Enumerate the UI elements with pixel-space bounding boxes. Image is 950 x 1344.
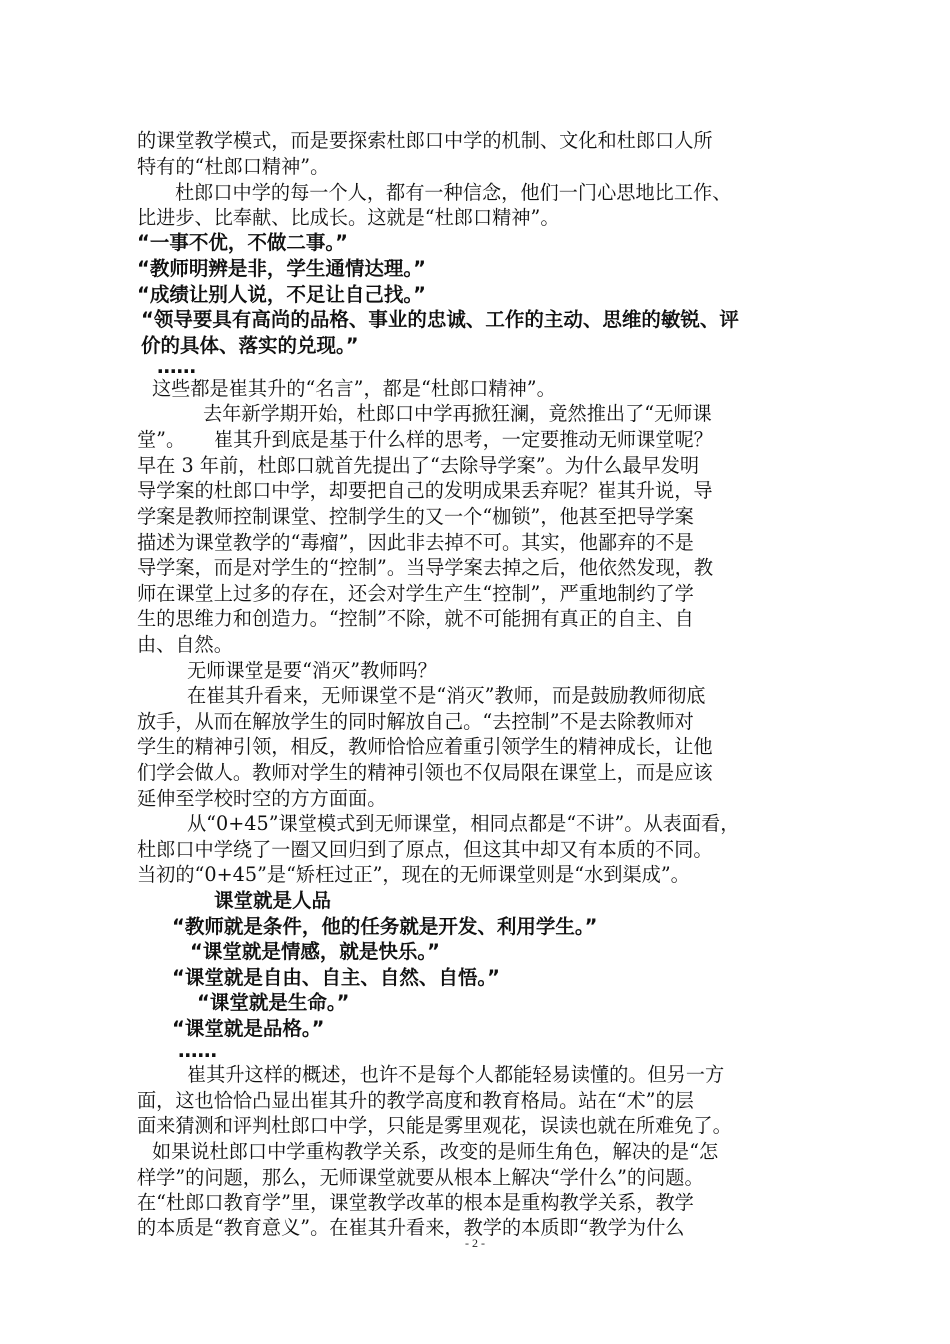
- text-line: 如果说杜郎口中学重构教学关系，改变的是师生角色，解决的是“怎: [152, 1140, 719, 1163]
- section-heading: 课堂就是人品: [214, 889, 332, 912]
- text-line: 崔其升这样的概述，也许不是每个人都能轻易读懂的。但另一方: [187, 1063, 725, 1086]
- quote-line: “课堂就是品格。”: [172, 1017, 325, 1040]
- text-line: 比进步、比奉献、比成长。这就是“杜郎口精神”。: [137, 206, 560, 229]
- quote-line: “课堂就是自由、自主、自然、自悟。”: [172, 966, 500, 989]
- page-number: - 2 -: [465, 1236, 485, 1250]
- text-line: 学生的精神引领，相反，教师恰恰应着重引领学生的精神成长，让他: [137, 735, 713, 758]
- text-line: 面来猜测和评判杜郎口中学，只能是雾里观花，误读也就在所难免了。: [137, 1114, 732, 1137]
- text-line: 面，这也恰恰凸显出崔其升的教学高度和教育格局。站在“术”的层: [137, 1089, 694, 1112]
- quote-line: “教师就是条件，他的任务就是开发、利用学生。”: [172, 915, 598, 938]
- text-line: 去年新学期开始，杜郎口中学再掀狂澜，竟然推出了“无师课: [203, 402, 712, 425]
- text-line: 放手，从而在解放学生的同时解放自己。“去控制”不是去除教师对: [137, 710, 694, 733]
- text-line: 学案是教师控制课堂、控制学生的又一个“枷锁”，他甚至把导学案: [137, 505, 694, 528]
- text-line: 杜郎口中学绕了一圈又回归到了原点，但这其中却又有本质的不同。: [137, 838, 713, 861]
- quote-line: “一事不优，不做二事。”: [137, 231, 348, 254]
- text-line: 延伸至学校时空的方方面面。: [137, 787, 387, 810]
- text-line: 们学会做人。教师对学生的精神引领也不仅局限在课堂上，而是应该: [137, 761, 713, 784]
- text-line: 导学案的杜郎口中学，却要把自己的发明成果丢弃呢？崔其升说，导: [137, 479, 713, 502]
- ellipsis-line: ……: [157, 355, 196, 378]
- quote-line: “教师明辨是非，学生通情达理。”: [137, 257, 426, 280]
- text-line: 的课堂教学模式，而是要探索杜郎口中学的机制、文化和杜郎口人所: [137, 129, 713, 152]
- quote-line: “领导要具有高尚的品格、事业的忠诚、工作的主动、思维的敏锐、评: [141, 308, 739, 331]
- text-line: 早在 3 年前，杜郎口就首先提出了“去除导学案”。为什么最早发明: [137, 454, 700, 477]
- text-line: 无师课堂是要“消灭”教师吗？: [187, 659, 437, 682]
- quote-line: “课堂就是情感，就是快乐。”: [190, 940, 440, 963]
- text-line: 样学”的问题，那么，无师课堂就要从根本上解决“学什么”的问题。: [137, 1166, 704, 1189]
- text-line: 在“杜郎口教育学”里，课堂教学改革的根本是重构教学关系，教学: [137, 1191, 694, 1214]
- text-line: 杜郎口中学的每一个人，都有一种信念，他们一门心思地比工作、: [175, 181, 732, 204]
- text-line: 堂”。 崔其升到底是基于什么样的思考，一定要推动无师课堂呢？: [137, 428, 713, 451]
- text-line: 的本质是“教育意义”。在崔其升看来，教学的本质即“教学为什么: [137, 1216, 685, 1239]
- text-line: 描述为课堂教学的“毒瘤”，因此非去掉不可。其实，他鄙弃的不是: [137, 531, 694, 554]
- text-line: 导学案，而是对学生的“控制”。当导学案去掉之后，他依然发现，教: [137, 556, 714, 579]
- text-line: 从“0+45”课堂模式到无师课堂，相同点都是“不讲”。从表面看，: [187, 812, 740, 835]
- text-line: 生的思维力和创造力。“控制”不除，就不可能拥有真正的自主、自: [137, 607, 694, 630]
- quote-line: “成绩让别人说，不足让自己找。”: [137, 283, 426, 306]
- text-line: 师在课堂上过多的存在，还会对学生产生“控制”，严重地制约了学: [137, 582, 694, 605]
- text-line: 由、自然。: [137, 633, 233, 656]
- text-line: 当初的“0+45”是“矫枉过正”，现在的无师课堂则是“水到渠成”。: [137, 863, 690, 886]
- quote-line: 价的具体、落实的兑现。”: [141, 334, 359, 357]
- ellipsis-line: ……: [178, 1039, 217, 1062]
- text-line: 特有的“杜郎口精神”。: [137, 155, 330, 178]
- quote-line: “课堂就是生命。”: [197, 991, 350, 1014]
- text-line: 这些都是崔其升的“名言”，都是“杜郎口精神”。: [152, 377, 556, 400]
- text-line: 在崔其升看来，无师课堂不是“消灭”教师，而是鼓励教师彻底: [187, 684, 706, 707]
